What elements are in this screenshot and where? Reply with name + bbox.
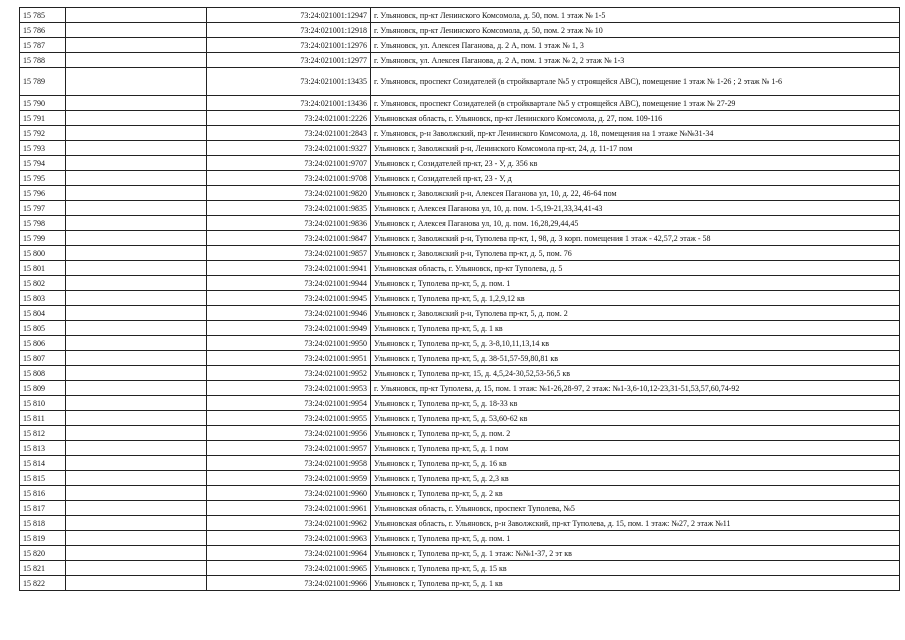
cadastral-number-cell: 73:24:021001:9946 — [207, 306, 371, 321]
row-number-cell: 15 814 — [20, 456, 66, 471]
empty-cell — [66, 561, 207, 576]
address-cell: Ульяновск г, Заволжский р-н, Ленинского Комсомола пр-кт, 24, д. 11-17 пом — [371, 141, 900, 156]
cadastral-number-cell: 73:24:021001:9950 — [207, 336, 371, 351]
cadastral-number-cell: 73:24:021001:13436 — [207, 96, 371, 111]
table-row — [20, 156, 900, 171]
cadastral-number-cell: 73:24:021001:9956 — [207, 426, 371, 441]
row-number-cell: 15 822 — [20, 576, 66, 591]
cadastral-number-cell: 73:24:021001:9945 — [207, 291, 371, 306]
row-number-cell: 15 819 — [20, 531, 66, 546]
address-cell: Ульяновск г, Созидателей пр-кт, 23 - У, д. 356 кв — [371, 156, 900, 171]
table-row — [20, 231, 900, 246]
empty-cell — [66, 68, 207, 96]
row-number-cell: 15 815 — [20, 471, 66, 486]
empty-cell — [66, 186, 207, 201]
row-number-cell: 15 797 — [20, 201, 66, 216]
cadastral-number-cell: 73:24:021001:2843 — [207, 126, 371, 141]
empty-cell — [66, 246, 207, 261]
address-cell: Ульяновск г, Туполева пр-кт, 5, д. 1 этаж: №№1-37, 2 эт кв — [371, 546, 900, 561]
cadastral-number-cell: 73:24:021001:9944 — [207, 276, 371, 291]
cadastral-number-cell: 73:24:021001:12947 — [207, 8, 371, 23]
cadastral-number-cell: 73:24:021001:9847 — [207, 231, 371, 246]
address-cell: Ульяновск г, Заволжский р-н, Туполева пр-кт, 5, д. пом. 2 — [371, 306, 900, 321]
address-cell: Ульяновская область, г. Ульяновск, пр-кт Ленинского Комсомола, д. 27, пом. 109-116 — [371, 111, 900, 126]
empty-cell — [66, 456, 207, 471]
cadastral-number-cell: 73:24:021001:9820 — [207, 186, 371, 201]
cadastral-number-cell: 73:24:021001:9963 — [207, 531, 371, 546]
address-cell: Ульяновск г, Туполева пр-кт, 5, д. 1 кв — [371, 576, 900, 591]
cadastral-number-cell: 73:24:021001:9953 — [207, 381, 371, 396]
row-number-cell: 15 796 — [20, 186, 66, 201]
cadastral-number-cell: 73:24:021001:13435 — [207, 68, 371, 96]
empty-cell — [66, 486, 207, 501]
row-number-cell: 15 800 — [20, 246, 66, 261]
registry-table-body — [20, 8, 900, 591]
row-number-cell: 15 809 — [20, 381, 66, 396]
address-cell: Ульяновск г, Туполева пр-кт, 5, д. 2 кв — [371, 486, 900, 501]
table-row — [20, 381, 900, 396]
address-cell: Ульяновск г, Туполева пр-кт, 5, д. 1,2,9,12 кв — [371, 291, 900, 306]
table-row — [20, 426, 900, 441]
address-cell: Ульяновск г, Туполева пр-кт, 5, д. 1 пом — [371, 441, 900, 456]
address-cell: Ульяновск г, Алексея Паганова ул, 10, д. пом. 16,28,29,44,45 — [371, 216, 900, 231]
address-cell: Ульяновск г, Туполева пр-кт, 5, д. 53,60-62 кв — [371, 411, 900, 426]
cadastral-number-cell: 73:24:021001:9966 — [207, 576, 371, 591]
row-number-cell: 15 817 — [20, 501, 66, 516]
cadastral-number-cell: 73:24:021001:9961 — [207, 501, 371, 516]
row-number-cell: 15 792 — [20, 126, 66, 141]
table-row — [20, 441, 900, 456]
cadastral-number-cell: 73:24:021001:2226 — [207, 111, 371, 126]
table-row — [20, 306, 900, 321]
row-number-cell: 15 808 — [20, 366, 66, 381]
empty-cell — [66, 576, 207, 591]
address-cell: г. Ульяновск, ул. Алексея Паганова, д. 2 А, пом. 1 этаж № 1, 3 — [371, 38, 900, 53]
address-cell: Ульяновск г, Туполева пр-кт, 5, д. 38-51,57-59,80,81 кв — [371, 351, 900, 366]
address-cell: г. Ульяновск, ул. Алексея Паганова, д. 2 А, пом. 1 этаж № 2, 2 этаж № 1-3 — [371, 53, 900, 68]
row-number-cell: 15 787 — [20, 38, 66, 53]
empty-cell — [66, 336, 207, 351]
row-number-cell: 15 813 — [20, 441, 66, 456]
address-cell: Ульяновск г, Туполева пр-кт, 5, д. пом. 1 — [371, 531, 900, 546]
table-row — [20, 141, 900, 156]
table-row — [20, 471, 900, 486]
cadastral-number-cell: 73:24:021001:9949 — [207, 321, 371, 336]
empty-cell — [66, 111, 207, 126]
empty-cell — [66, 426, 207, 441]
address-cell: Ульяновская область, г. Ульяновск, пр-кт Туполева, д. 5 — [371, 261, 900, 276]
row-number-cell: 15 802 — [20, 276, 66, 291]
table-row — [20, 501, 900, 516]
cadastral-number-cell: 73:24:021001:9857 — [207, 246, 371, 261]
table-row — [20, 486, 900, 501]
table-row — [20, 186, 900, 201]
cadastral-number-cell: 73:24:021001:12918 — [207, 23, 371, 38]
row-number-cell: 15 811 — [20, 411, 66, 426]
empty-cell — [66, 531, 207, 546]
table-row — [20, 456, 900, 471]
table-row — [20, 216, 900, 231]
empty-cell — [66, 231, 207, 246]
address-cell: г. Ульяновск, проспект Созидателей (в стройквартале №5 у строящейся АВС), помещение 1 этаж № 27-29 — [371, 96, 900, 111]
row-number-cell: 15 798 — [20, 216, 66, 231]
empty-cell — [66, 126, 207, 141]
table-row — [20, 291, 900, 306]
empty-cell — [66, 96, 207, 111]
row-number-cell: 15 785 — [20, 8, 66, 23]
table-row — [20, 201, 900, 216]
empty-cell — [66, 276, 207, 291]
cadastral-number-cell: 73:24:021001:9836 — [207, 216, 371, 231]
empty-cell — [66, 516, 207, 531]
table-row — [20, 126, 900, 141]
empty-cell — [66, 141, 207, 156]
empty-cell — [66, 321, 207, 336]
row-number-cell: 15 795 — [20, 171, 66, 186]
row-number-cell: 15 801 — [20, 261, 66, 276]
table-row — [20, 246, 900, 261]
table-row — [20, 351, 900, 366]
row-number-cell: 15 790 — [20, 96, 66, 111]
empty-cell — [66, 38, 207, 53]
empty-cell — [66, 306, 207, 321]
empty-cell — [66, 411, 207, 426]
table-row — [20, 8, 900, 23]
table-row — [20, 68, 900, 96]
row-number-cell: 15 812 — [20, 426, 66, 441]
address-cell: Ульяновск г, Туполева пр-кт, 5, д. 2,3 кв — [371, 471, 900, 486]
address-cell: г. Ульяновск, р-н Заволжский, пр-кт Ленинского Комсомола, д. 18, помещения на 1 этаже №№31-34 — [371, 126, 900, 141]
cadastral-number-cell: 73:24:021001:9951 — [207, 351, 371, 366]
empty-cell — [66, 201, 207, 216]
address-cell: Ульяновск г, Туполева пр-кт, 5, д. 1 кв — [371, 321, 900, 336]
table-row — [20, 96, 900, 111]
row-number-cell: 15 818 — [20, 516, 66, 531]
address-cell: Ульяновск г, Туполева пр-кт, 15, д. 4,5,24-30,52,53-56,5 кв — [371, 366, 900, 381]
row-number-cell: 15 804 — [20, 306, 66, 321]
address-cell: Ульяновск г, Алексея Паганова ул, 10, д. пом. 1-5,19-21,33,34,41-43 — [371, 201, 900, 216]
cadastral-number-cell: 73:24:021001:9954 — [207, 396, 371, 411]
table-row — [20, 561, 900, 576]
table-row — [20, 53, 900, 68]
empty-cell — [66, 441, 207, 456]
row-number-cell: 15 793 — [20, 141, 66, 156]
table-row — [20, 38, 900, 53]
table-row — [20, 171, 900, 186]
row-number-cell: 15 806 — [20, 336, 66, 351]
empty-cell — [66, 261, 207, 276]
empty-cell — [66, 216, 207, 231]
address-cell: Ульяновская область, г. Ульяновск, проспект Туполева, №5 — [371, 501, 900, 516]
cadastral-number-cell: 73:24:021001:9958 — [207, 456, 371, 471]
table-row — [20, 336, 900, 351]
address-cell: г. Ульяновск, пр-кт Туполева, д. 15, пом. 1 этаж: №1-26,28-97, 2 этаж: №1-3,6-10,12-23,31-51,53,57,60,74-92 — [371, 381, 900, 396]
cadastral-number-cell: 73:24:021001:9835 — [207, 201, 371, 216]
row-number-cell: 15 807 — [20, 351, 66, 366]
address-cell: Ульяновск г, Туполева пр-кт, 5, д. пом. 2 — [371, 426, 900, 441]
table-row — [20, 576, 900, 591]
cadastral-number-cell: 73:24:021001:12976 — [207, 38, 371, 53]
empty-cell — [66, 351, 207, 366]
empty-cell — [66, 23, 207, 38]
table-row — [20, 546, 900, 561]
row-number-cell: 15 805 — [20, 321, 66, 336]
cadastral-number-cell: 73:24:021001:9965 — [207, 561, 371, 576]
row-number-cell: 15 786 — [20, 23, 66, 38]
empty-cell — [66, 396, 207, 411]
table-row — [20, 531, 900, 546]
address-cell: Ульяновск г, Туполева пр-кт, 5, д. 15 кв — [371, 561, 900, 576]
cadastral-number-cell: 73:24:021001:9960 — [207, 486, 371, 501]
cadastral-number-cell: 73:24:021001:9708 — [207, 171, 371, 186]
cadastral-number-cell: 73:24:021001:9941 — [207, 261, 371, 276]
cadastral-number-cell: 73:24:021001:9964 — [207, 546, 371, 561]
address-cell: Ульяновск г, Туполева пр-кт, 5, д. 3-8,10,11,13,14 кв — [371, 336, 900, 351]
address-cell: Ульяновск г, Заволжский р-н, Туполева пр-кт, д. 5, пом. 76 — [371, 246, 900, 261]
row-number-cell: 15 821 — [20, 561, 66, 576]
table-row — [20, 261, 900, 276]
cadastral-number-cell: 73:24:021001:9962 — [207, 516, 371, 531]
address-cell: Ульяновск г, Заволжский р-н, Алексея Паганова ул, 10, д. 22, 46-64 пом — [371, 186, 900, 201]
row-number-cell: 15 791 — [20, 111, 66, 126]
empty-cell — [66, 366, 207, 381]
table-row — [20, 411, 900, 426]
address-cell: г. Ульяновск, пр-кт Ленинского Комсомола, д. 50, пом. 1 этаж № 1-5 — [371, 8, 900, 23]
address-cell: г. Ульяновск, проспект Созидателей (в стройквартале №5 у строящейся АВС), помещение 1 этаж № 1-26 ; 2 этаж № 1-6 — [371, 68, 900, 96]
table-row — [20, 23, 900, 38]
cadastral-number-cell: 73:24:021001:9707 — [207, 156, 371, 171]
empty-cell — [66, 53, 207, 68]
address-cell: Ульяновск г, Созидателей пр-кт, 23 - У, д — [371, 171, 900, 186]
table-row — [20, 276, 900, 291]
address-cell: Ульяновск г, Туполева пр-кт, 5, д. 16 кв — [371, 456, 900, 471]
row-number-cell: 15 794 — [20, 156, 66, 171]
empty-cell — [66, 471, 207, 486]
cadastral-number-cell: 73:24:021001:9957 — [207, 441, 371, 456]
cadastral-number-cell: 73:24:021001:9327 — [207, 141, 371, 156]
row-number-cell: 15 816 — [20, 486, 66, 501]
empty-cell — [66, 171, 207, 186]
empty-cell — [66, 381, 207, 396]
row-number-cell: 15 820 — [20, 546, 66, 561]
address-cell: Ульяновск г, Заволжский р-н, Туполева пр-кт, 1, 98, д. 3 корп. помещения 1 этаж - 42,57,2 этаж - 58 — [371, 231, 900, 246]
table-row — [20, 366, 900, 381]
row-number-cell: 15 810 — [20, 396, 66, 411]
table-row — [20, 516, 900, 531]
address-cell: Ульяновск г, Туполева пр-кт, 5, д. пом. 1 — [371, 276, 900, 291]
row-number-cell: 15 799 — [20, 231, 66, 246]
row-number-cell: 15 788 — [20, 53, 66, 68]
empty-cell — [66, 8, 207, 23]
cadastral-registry-table — [19, 7, 900, 591]
registry-sheet — [19, 7, 900, 591]
cadastral-number-cell: 73:24:021001:9955 — [207, 411, 371, 426]
cadastral-number-cell: 73:24:021001:9959 — [207, 471, 371, 486]
empty-cell — [66, 501, 207, 516]
table-row — [20, 111, 900, 126]
address-cell: г. Ульяновск, пр-кт Ленинского Комсомола, д. 50, пом. 2 этаж № 10 — [371, 23, 900, 38]
empty-cell — [66, 156, 207, 171]
table-row — [20, 396, 900, 411]
cadastral-number-cell: 73:24:021001:9952 — [207, 366, 371, 381]
address-cell: Ульяновск г, Туполева пр-кт, 5, д. 18-33 кв — [371, 396, 900, 411]
address-cell: Ульяновская область, г. Ульяновск, р-н Заволжский, пр-кт Туполева, д. 15, пом. 1 этаж: №27, 2 этаж №11 — [371, 516, 900, 531]
row-number-cell: 15 803 — [20, 291, 66, 306]
cadastral-number-cell: 73:24:021001:12977 — [207, 53, 371, 68]
row-number-cell: 15 789 — [20, 68, 66, 96]
empty-cell — [66, 546, 207, 561]
empty-cell — [66, 291, 207, 306]
table-row — [20, 321, 900, 336]
